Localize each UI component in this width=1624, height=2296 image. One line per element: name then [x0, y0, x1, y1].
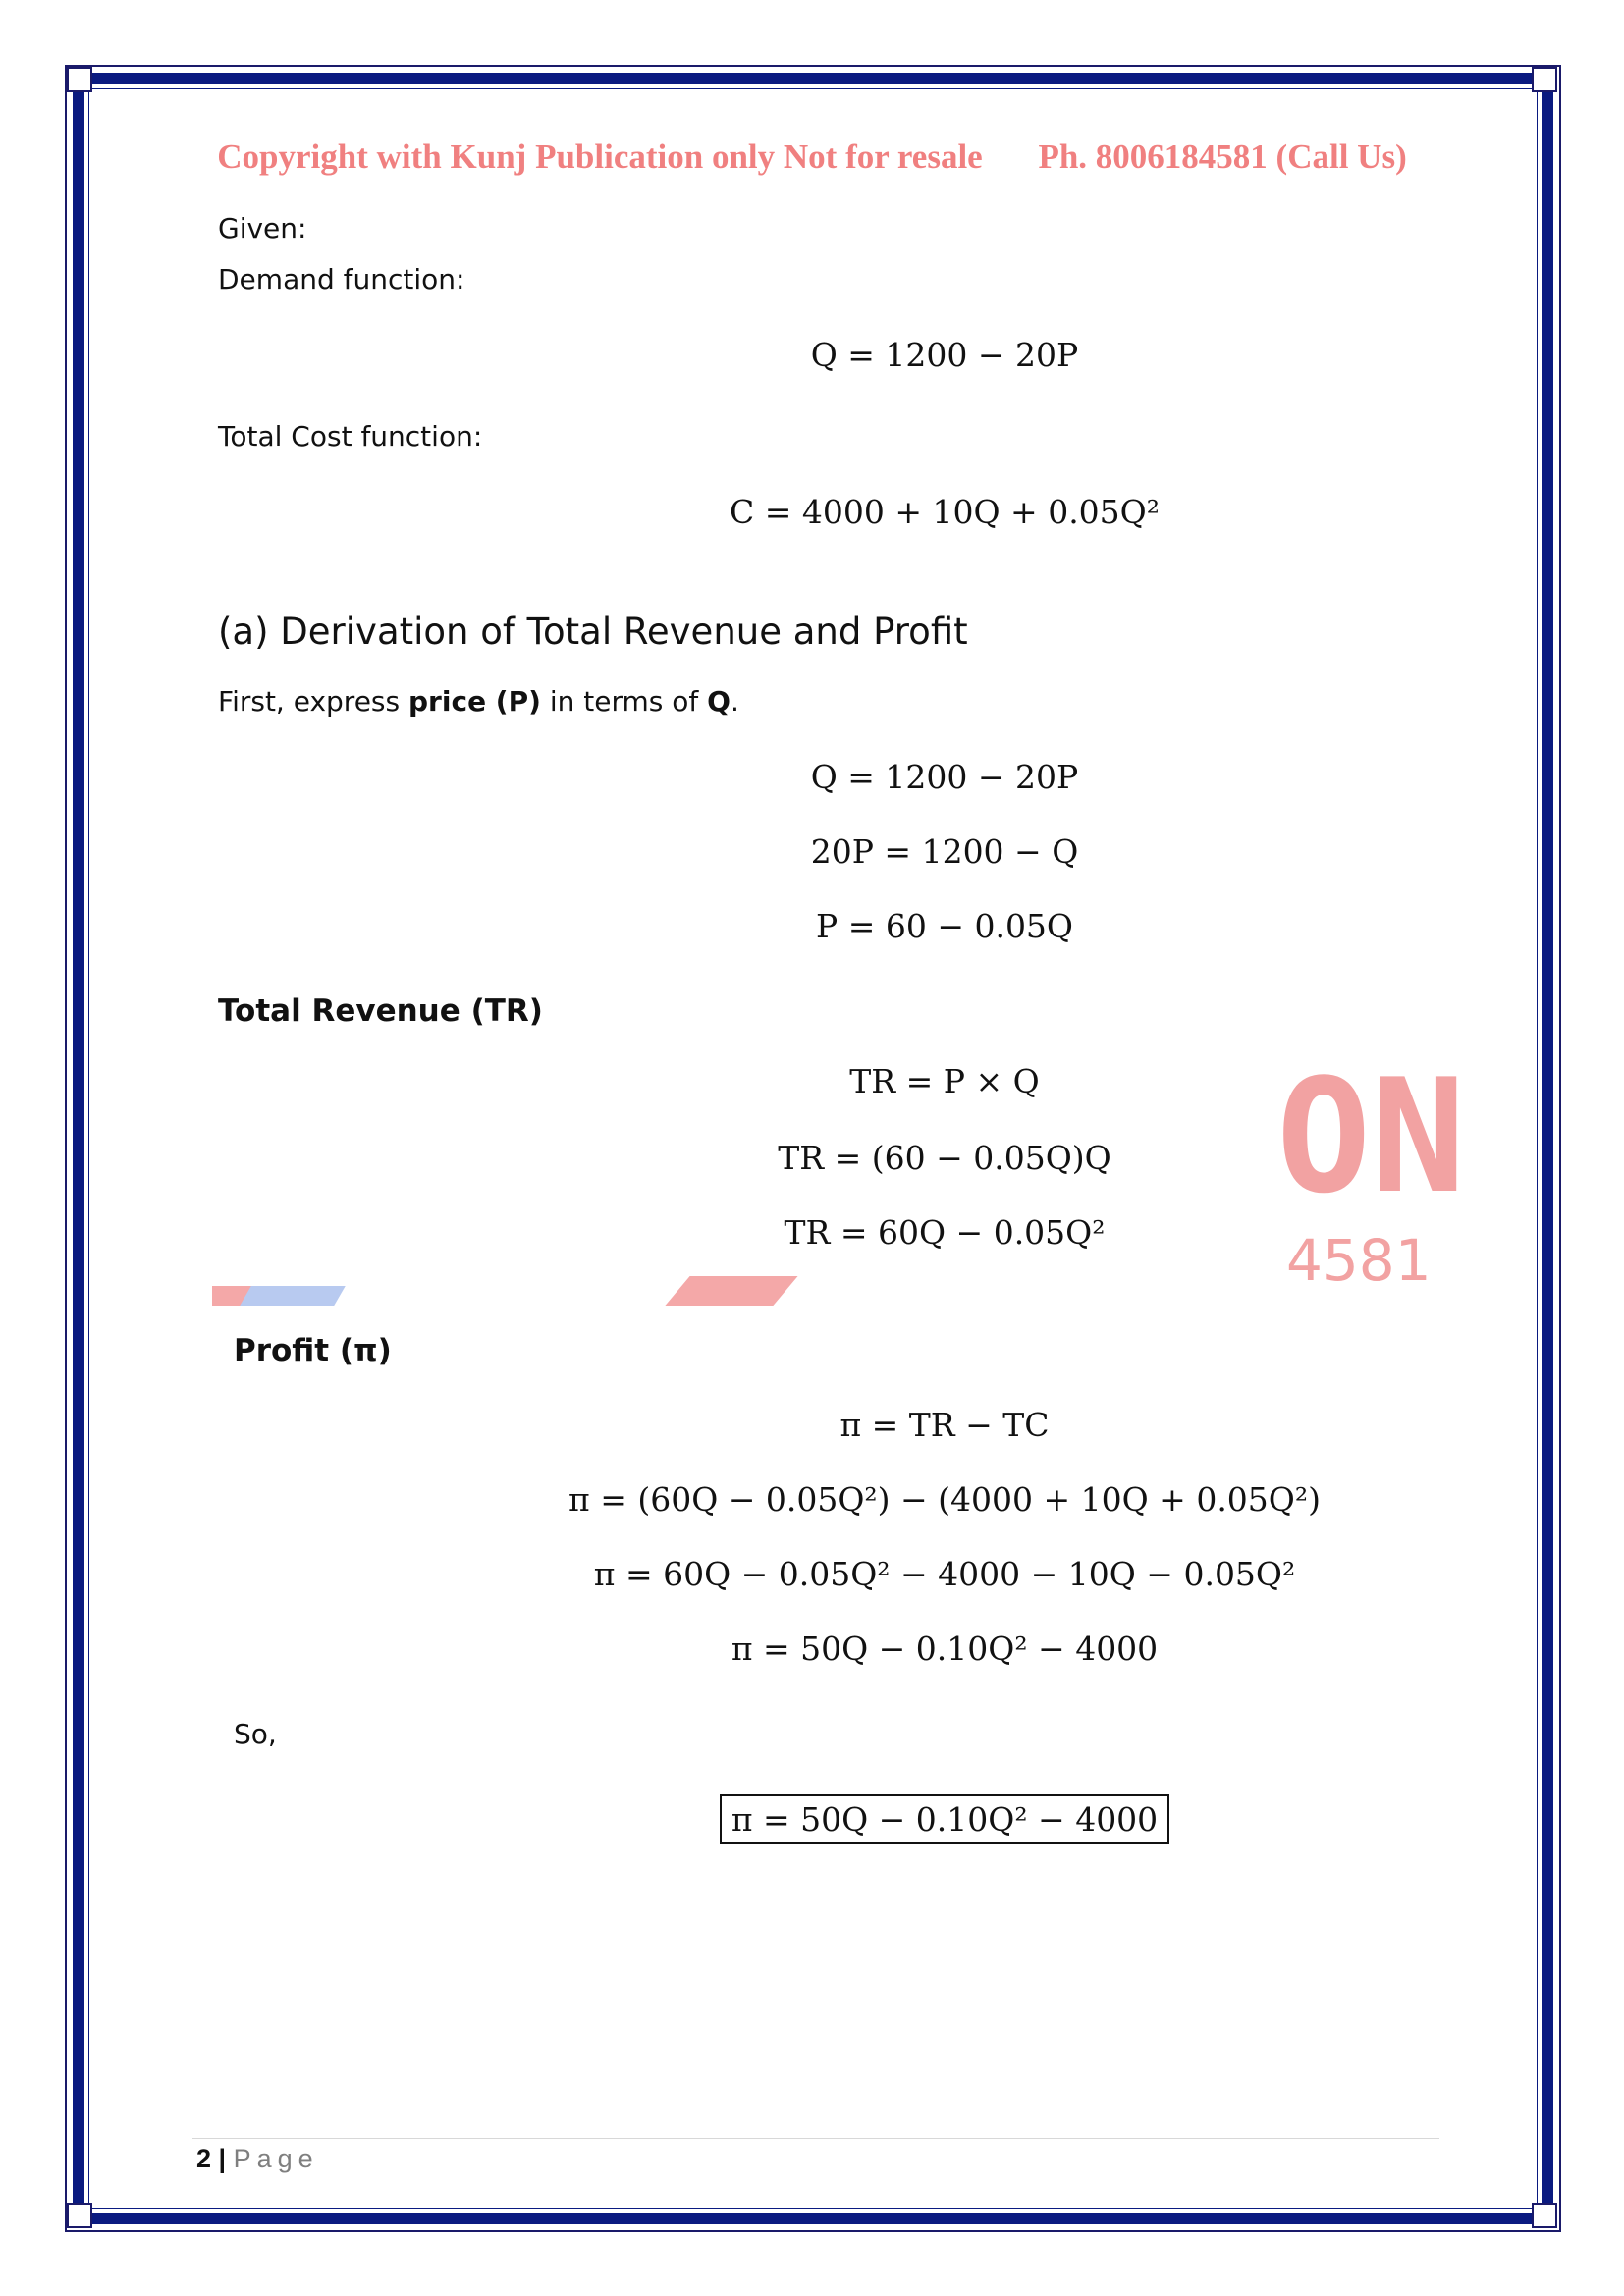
profit-equation-3: π = 60Q − 0.05Q² − 4000 − 10Q − 0.05Q²	[593, 1555, 1296, 1593]
price-equation-3: P = 60 − 0.05Q	[816, 907, 1073, 945]
watermark-phone: 4581	[1286, 1227, 1432, 1294]
demand-equation: Q = 1200 − 20P	[810, 336, 1079, 374]
page-number: 2	[196, 2144, 212, 2173]
profit-equation-2: π = (60Q − 0.05Q²) − (4000 + 10Q + 0.05Q²)	[568, 1480, 1321, 1519]
final-profit-box: π = 50Q − 0.10Q² − 4000	[720, 1794, 1169, 1844]
copyright-text: Copyright with Kunj Publication only Not for resale	[217, 137, 983, 176]
so-label: So,	[234, 1718, 277, 1750]
cost-equation: C = 4000 + 10Q + 0.05Q²	[730, 493, 1160, 531]
tr-equation-1: TR = P × Q	[849, 1062, 1040, 1100]
phone-text: Ph. 8006184581 (Call Us)	[1038, 137, 1407, 176]
profit-heading: Profit (π)	[234, 1333, 392, 1368]
footer-separator: |	[218, 2144, 227, 2173]
page-footer	[196, 2144, 319, 2174]
price-equation-2: 20P = 1200 − Q	[810, 832, 1079, 871]
corner-ornament-bottom-left	[67, 2203, 92, 2228]
copyright-header	[0, 137, 1624, 177]
page-label: Page	[233, 2144, 319, 2173]
cost-function-label: Total Cost function:	[218, 420, 483, 453]
final-profit-equation	[0, 1794, 1624, 1844]
section-a-heading: (a) Derivation of Total Revenue and Profit	[218, 611, 968, 653]
tr-equation-2: TR = (60 − 0.05Q)Q	[778, 1139, 1111, 1177]
section-a-intro: First, express price (P) in terms of Q.	[218, 685, 739, 718]
given-label: Given:	[218, 212, 307, 244]
total-revenue-heading: Total Revenue (TR)	[218, 993, 543, 1029]
tr-equation-3: TR = 60Q − 0.05Q²	[784, 1213, 1106, 1252]
price-equation-1: Q = 1200 − 20P	[810, 758, 1079, 796]
corner-ornament-bottom-right	[1532, 2203, 1557, 2228]
footer-divider	[192, 2138, 1439, 2139]
corner-ornament-top-right	[1532, 67, 1557, 92]
corner-ornament-top-left	[67, 67, 92, 92]
profit-equation-1: π = TR − TC	[839, 1406, 1050, 1444]
profit-equation-4: π = 50Q − 0.10Q² − 4000	[731, 1629, 1159, 1668]
demand-function-label: Demand function:	[218, 263, 465, 295]
watermark-text: ON	[1276, 1044, 1466, 1228]
